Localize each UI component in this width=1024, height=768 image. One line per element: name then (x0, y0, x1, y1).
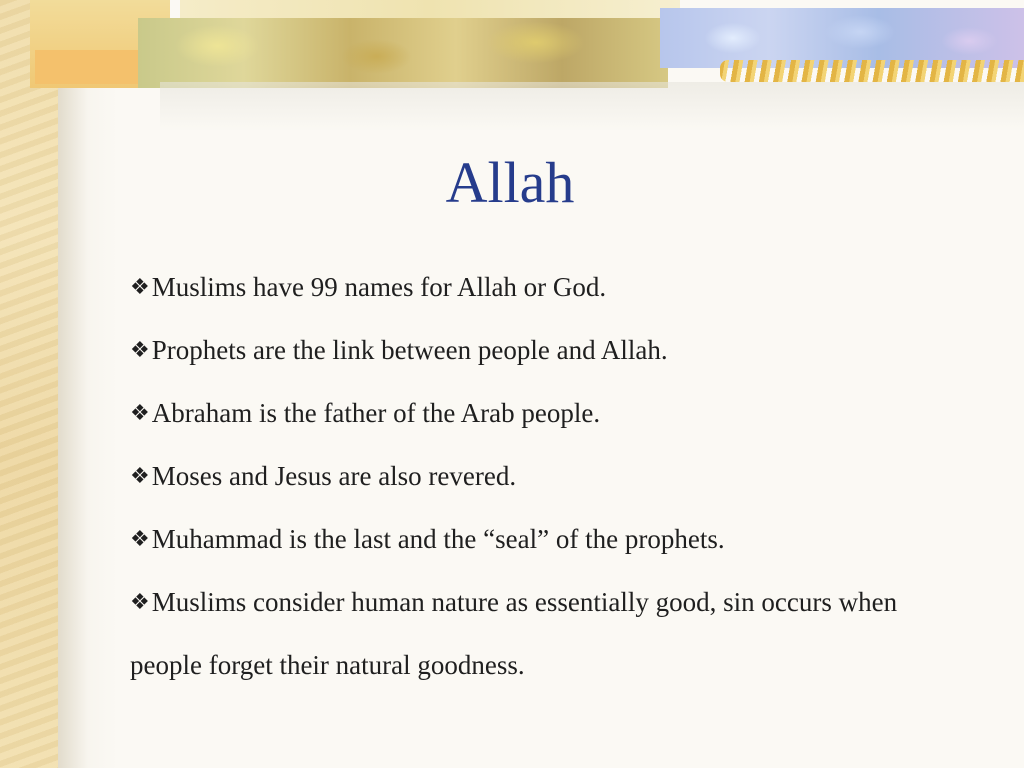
banner-shadow (160, 82, 1024, 132)
bullet-text: Abraham is the father of the Arab people. (151, 398, 601, 428)
diamond-bullet-icon: ❖ (130, 401, 150, 426)
bullet-item (130, 319, 950, 382)
banner-wheat-image (720, 60, 1024, 82)
diamond-bullet-icon: ❖ (130, 590, 150, 615)
bullet-text: Prophets are the link between people and Allah. (151, 335, 668, 365)
bullet-list (130, 256, 950, 696)
bullet-text: Muslims have 99 names for Allah or God. (151, 272, 607, 302)
diamond-bullet-icon: ❖ (130, 275, 150, 300)
bullet-text: Muslims consider human nature as essentially good, sin occurs when people forget their natural goodness. (130, 587, 898, 680)
slide-title: Allah (445, 150, 575, 215)
bullet-text: Muhammad is the last and the “seal” of the prophets. (151, 524, 725, 554)
bullet-text: Moses and Jesus are also revered. (151, 461, 517, 491)
bullet-item (130, 571, 950, 696)
bullet-item (130, 256, 950, 319)
bullet-item (130, 508, 950, 571)
banner-blue-flowers-image (660, 8, 1024, 68)
diamond-bullet-icon: ❖ (130, 527, 150, 552)
left-parchment-strip (0, 0, 58, 768)
diamond-bullet-icon: ❖ (130, 464, 150, 489)
diamond-bullet-icon: ❖ (130, 338, 150, 363)
left-shadow (58, 0, 118, 768)
banner-leaves-image (138, 18, 668, 88)
bullet-item (130, 382, 950, 445)
top-decorative-banner (30, 0, 1024, 88)
bullet-item (130, 445, 950, 508)
